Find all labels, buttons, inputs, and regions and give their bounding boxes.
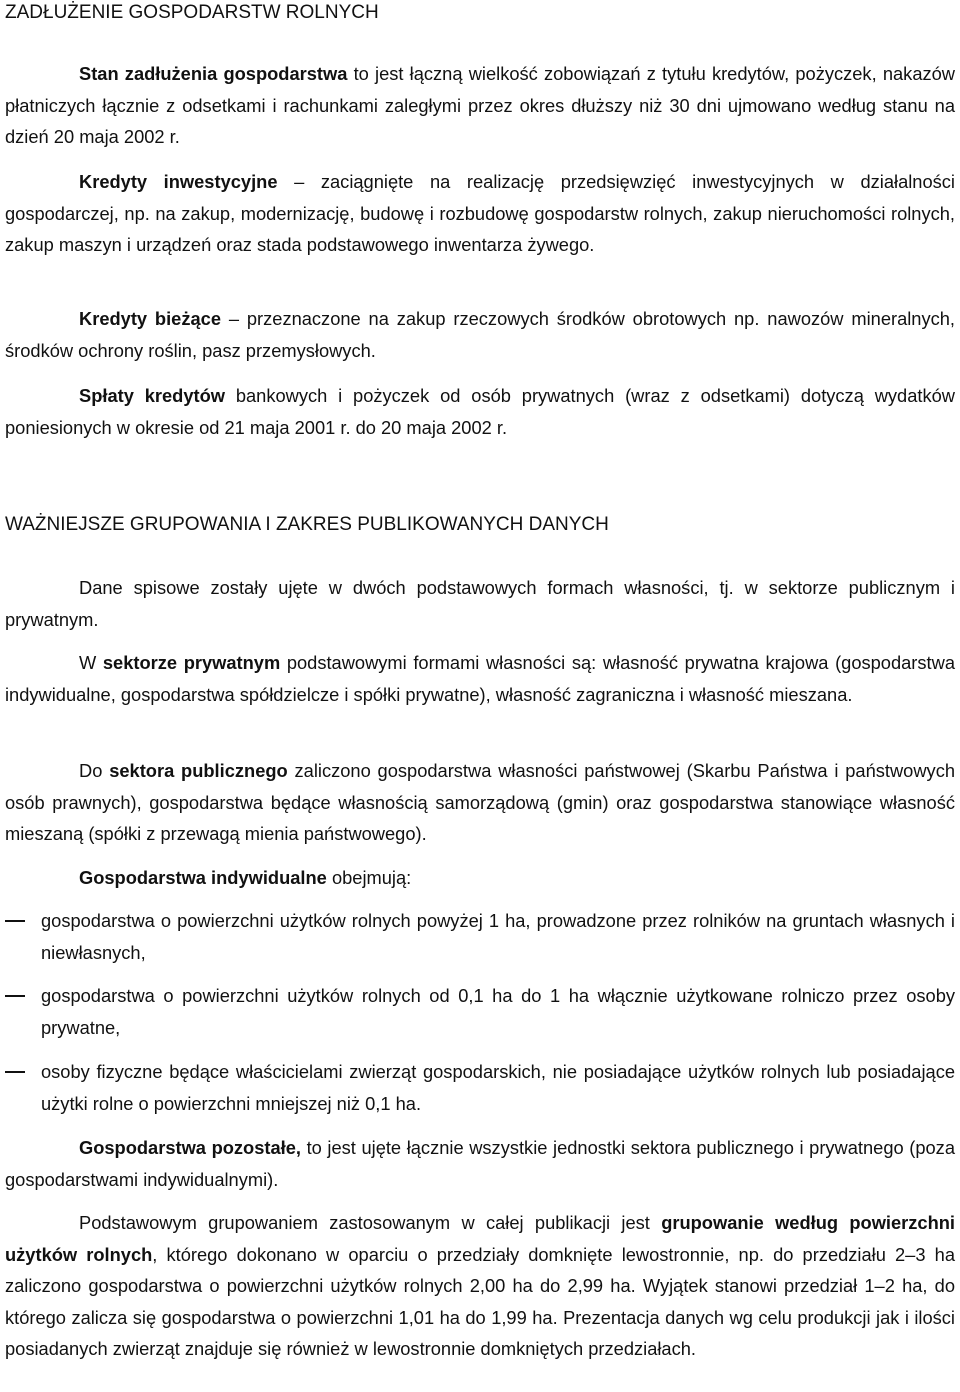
paragraph-private-sector <box>5 647 955 710</box>
paragraph-public-sector <box>5 755 955 850</box>
term-debt-state: Stan zadłużenia gospodarstwa <box>79 63 348 84</box>
paragraph-text: Do <box>79 760 110 781</box>
term-other-farms: Gospodarstwa pozostałe, <box>79 1137 301 1158</box>
term-private-sector: sektorze prywatnym <box>102 652 281 673</box>
paragraph-text: to jest łączną wielkość zobowiązań z tytułu kredytów, pożyczek, nakazów płatniczych łącznie z odsetkami i rachunkami zaległymi przez okres dłuższy niż 30 dni ujmowano według stanu na dzień 20 maja 2002 r. <box>5 63 955 147</box>
paragraph-text: Podstawowym grupowaniem zastosowanym w całej publikacji jest <box>79 1212 662 1233</box>
paragraph-individual-farms <box>5 862 955 894</box>
paragraph-text: , którego dokonano w oparciu o przedziały domknięte lewostronnie, np. do przedziału 2–3 ha zaliczono gospodarstwa o powierzchni użytków rolnych 2,00 ha do 2,99 ha. Wyjątek stanowi przedział 1–2 ha, do którego zalicza się gospodarstwa o powierzchni 1,01 ha do 1,99 ha. Prezentacja danych wg celu produkcji jak i ilości posiadanych zwierząt znajduje się również w lewostronnie domkniętych przedziałach. <box>5 1243 955 1359</box>
list-item <box>5 980 955 1043</box>
paragraph-text: Dane spisowe zostały ujęte w dwóch podstawowych formach własności, tj. w sektorze publicznym i prywatnym. <box>5 577 955 630</box>
term-current-credits: Kredyty bieżące <box>79 308 221 329</box>
list-item-text: gospodarstwa o powierzchni użytków rolnych powyżej 1 ha, prowadzone przez rolników na gruntach własnych i niewłasnych, <box>41 910 955 963</box>
list-item <box>5 905 955 968</box>
paragraph-text: W <box>79 652 103 673</box>
dash-bullet <box>5 1071 25 1073</box>
paragraph-investment-credits <box>5 166 955 261</box>
paragraph-ownership-forms <box>5 572 955 635</box>
term-investment-credits: Kredyty inwestycyjne <box>79 171 278 192</box>
term-public-sector: sektora publicznego <box>109 760 288 781</box>
dash-bullet <box>5 920 25 922</box>
paragraph-credit-repayments <box>5 380 955 443</box>
term-credit-repayments: Spłaty kredytów <box>79 385 225 406</box>
list-item <box>5 1056 955 1119</box>
paragraph-basic-grouping <box>5 1207 955 1365</box>
paragraph-text: – zaciągnięte na realizację przedsięwzięć inwestycyjnych w działalności gospodarczej, np. na zakup, modernizację, budowę i rozbudowę gospodarstw rolnych, zakup nieruchomości rolnych, zakup maszyn i urządzeń oraz stada podstawowego inwentarza żywego. <box>5 171 955 255</box>
term-area-grouping: grupowanie według powierzchni użytków rolnych <box>5 1212 956 1265</box>
section-heading-groupings: WAŻNIEJSZE GRUPOWANIA I ZAKRES PUBLIKOWANYCH DANYCH <box>5 514 609 535</box>
paragraph-text: obejmują: <box>326 867 412 888</box>
paragraph-other-farms <box>5 1132 955 1195</box>
paragraph-current-credits <box>5 303 955 366</box>
dash-bullet <box>5 995 25 997</box>
section-heading-debt: ZADŁUŻENIE GOSPODARSTW ROLNYCH <box>5 2 379 23</box>
paragraph-text: bankowych i pożyczek od osób prywatnych (wraz z odsetkami) dotyczą wydatków poniesionych w okresie od 21 maja 2001 r. do 20 maja 2002 r. <box>5 385 955 438</box>
paragraph-text: – przeznaczone na zakup rzeczowych środków obrotowych np. nawozów mineralnych, środków ochrony roślin, pasz przemysłowych. <box>5 308 955 361</box>
list-item-text: gospodarstwa o powierzchni użytków rolnych od 0,1 ha do 1 ha włącznie użytkowane rolniczo przez osoby prywatne, <box>41 985 955 1038</box>
paragraph-debt-state <box>5 58 955 153</box>
paragraph-text: podstawowymi formami własności są: własność prywatna krajowa (gospodarstwa indywidualne, gospodarstwa spółdzielcze i spółki prywatne), własność zagraniczna i własność mieszana. <box>5 652 955 705</box>
paragraph-text: zaliczono gospodarstwa własności państwowej (Skarbu Państwa i państwowych osób prawnych), gospodarstwa będące własnością samorządową (gmin) oraz gospodarstwa stanowiące własność mieszaną (spółki z przewagą mienia państwowego). <box>5 760 955 844</box>
list-item-text: osoby fizyczne będące właścicielami zwierząt gospodarskich, nie posiadające użytków rolnych lub posiadające użytki rolne o powierzchni mniejszej niż 0,1 ha. <box>41 1061 955 1114</box>
paragraph-text: to jest ujęte łącznie wszystkie jednostki sektora publicznego i prywatnego (poza gospodarstwami indywidualnymi). <box>5 1137 955 1190</box>
term-individual-farms: Gospodarstwa indywidualne <box>79 867 327 888</box>
